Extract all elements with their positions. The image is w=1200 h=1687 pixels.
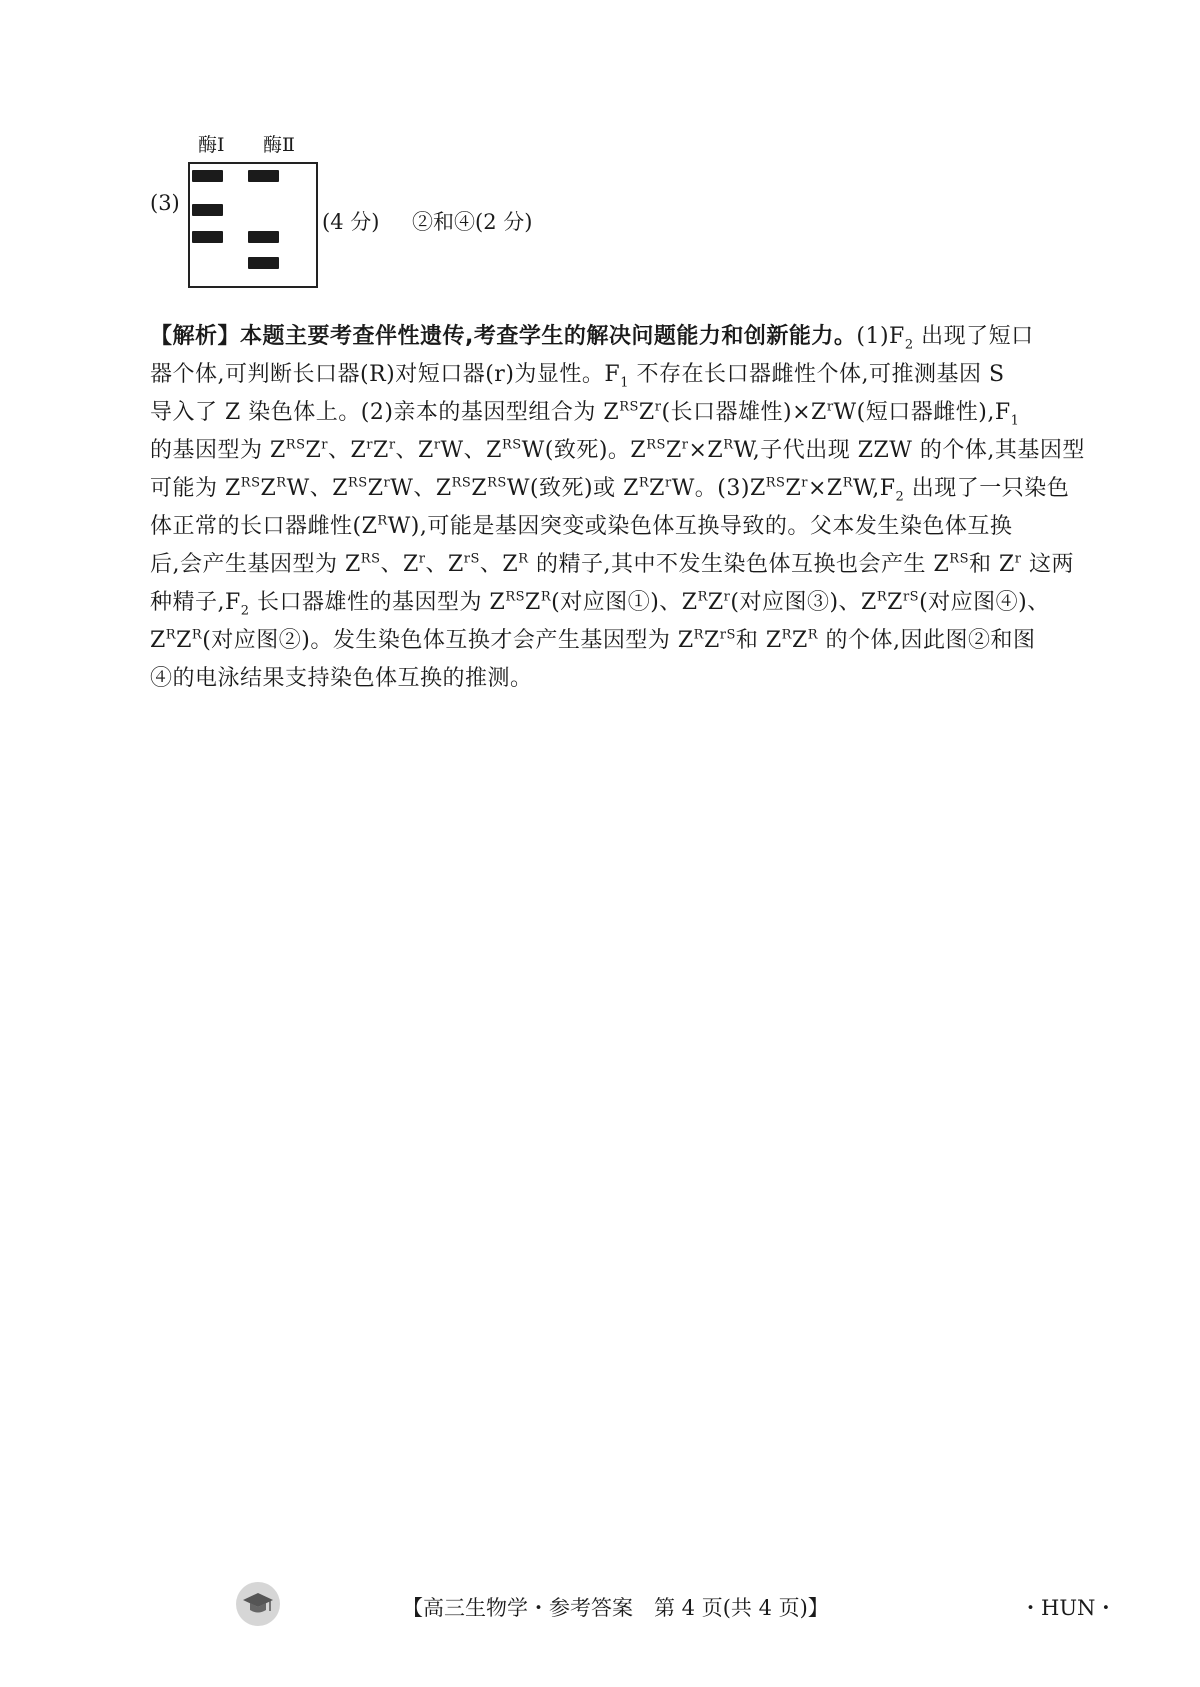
analysis-paragraph: 【解析】本题主要考查伴性遗传,考查学生的解决问题能力和创新能力。$(1)F_2$ 出现了短口 器个体,可判断长口器(R)对短口器(r)为显性。$F_1$ 不存在长口器雌性个体,可推测基因 S 导入了 Z 染色体上。(2)亲本的基因型组合为 $Z^{RS}Z^r$(长口器雄性)$\times Z^rW$(短口器雌性)$,F_1$ 的基因型为 $Z^{RS}Z^r$、$Z^rZ^r$、$Z^rW$、$Z^{RS}W$(致死)。$Z^{RS}Z^r\times Z^RW$,子代出现 ZZW 的个体,其基因型 可能为 $Z^{RS}Z^RW$、$Z^{RS}Z^rW$、$Z^{RS}Z^{RS}W$(致死)或 $Z^RZ^rW$。$(3)Z^{RS}Z^r\times Z^RW,F_2$ 出现了一只染色 体正常的长口器雌性$(Z^RW)$,可能是基因突变或染色体互换导致的。父本发生染色体互换 后,会产生基因型为 $Z^{RS}$、$Z^r$、$Z^{rS}$、$Z^R$ 的精子,其中不发生染色体互换也会产生 $Z^{RS}$和 $Z^r$ 这两 种精子$,F_2$ 长口器雄性的基因型为 $Z^{RS}Z^R$(对应图①)、$Z^RZ^r$(对应图③)、$Z^RZ^{rS}$(对应图④)、 $Z^RZ^R$(对应图②)。发生染色体互换才会产生基因型为 $Z^RZ^{rS}$和 $Z^RZ^R$ 的个体,因此图②和图 ④的电泳结果支持染色体互换的推测。 (150, 324, 1085, 691)
gel-band (248, 231, 279, 243)
gel-band (192, 231, 223, 243)
gel-band (192, 170, 223, 182)
enzyme-1-label: 酶Ⅰ (198, 134, 225, 156)
analysis-lead: 本题主要考查伴性遗传,考查学生的解决问题能力和创新能力。 (240, 324, 857, 349)
score-label: (4 分) (322, 210, 380, 234)
graduation-cap-icon (236, 1582, 280, 1626)
footer-title: 【高三生物学・参考答案 第 4 页(共 4 页)】 (402, 1596, 829, 1620)
gel-band (248, 257, 279, 269)
gel-band (248, 170, 279, 182)
gel-band (192, 204, 223, 216)
footer-code: ・HUN・ (1020, 1596, 1117, 1620)
analysis-tag: 【解析】 (150, 324, 241, 349)
enzyme-2-label: 酶Ⅱ (263, 134, 295, 156)
electrophoresis-gel (188, 162, 318, 288)
answer-text: ②和④(2 分) (412, 210, 533, 234)
question-number: (3) (150, 191, 180, 215)
